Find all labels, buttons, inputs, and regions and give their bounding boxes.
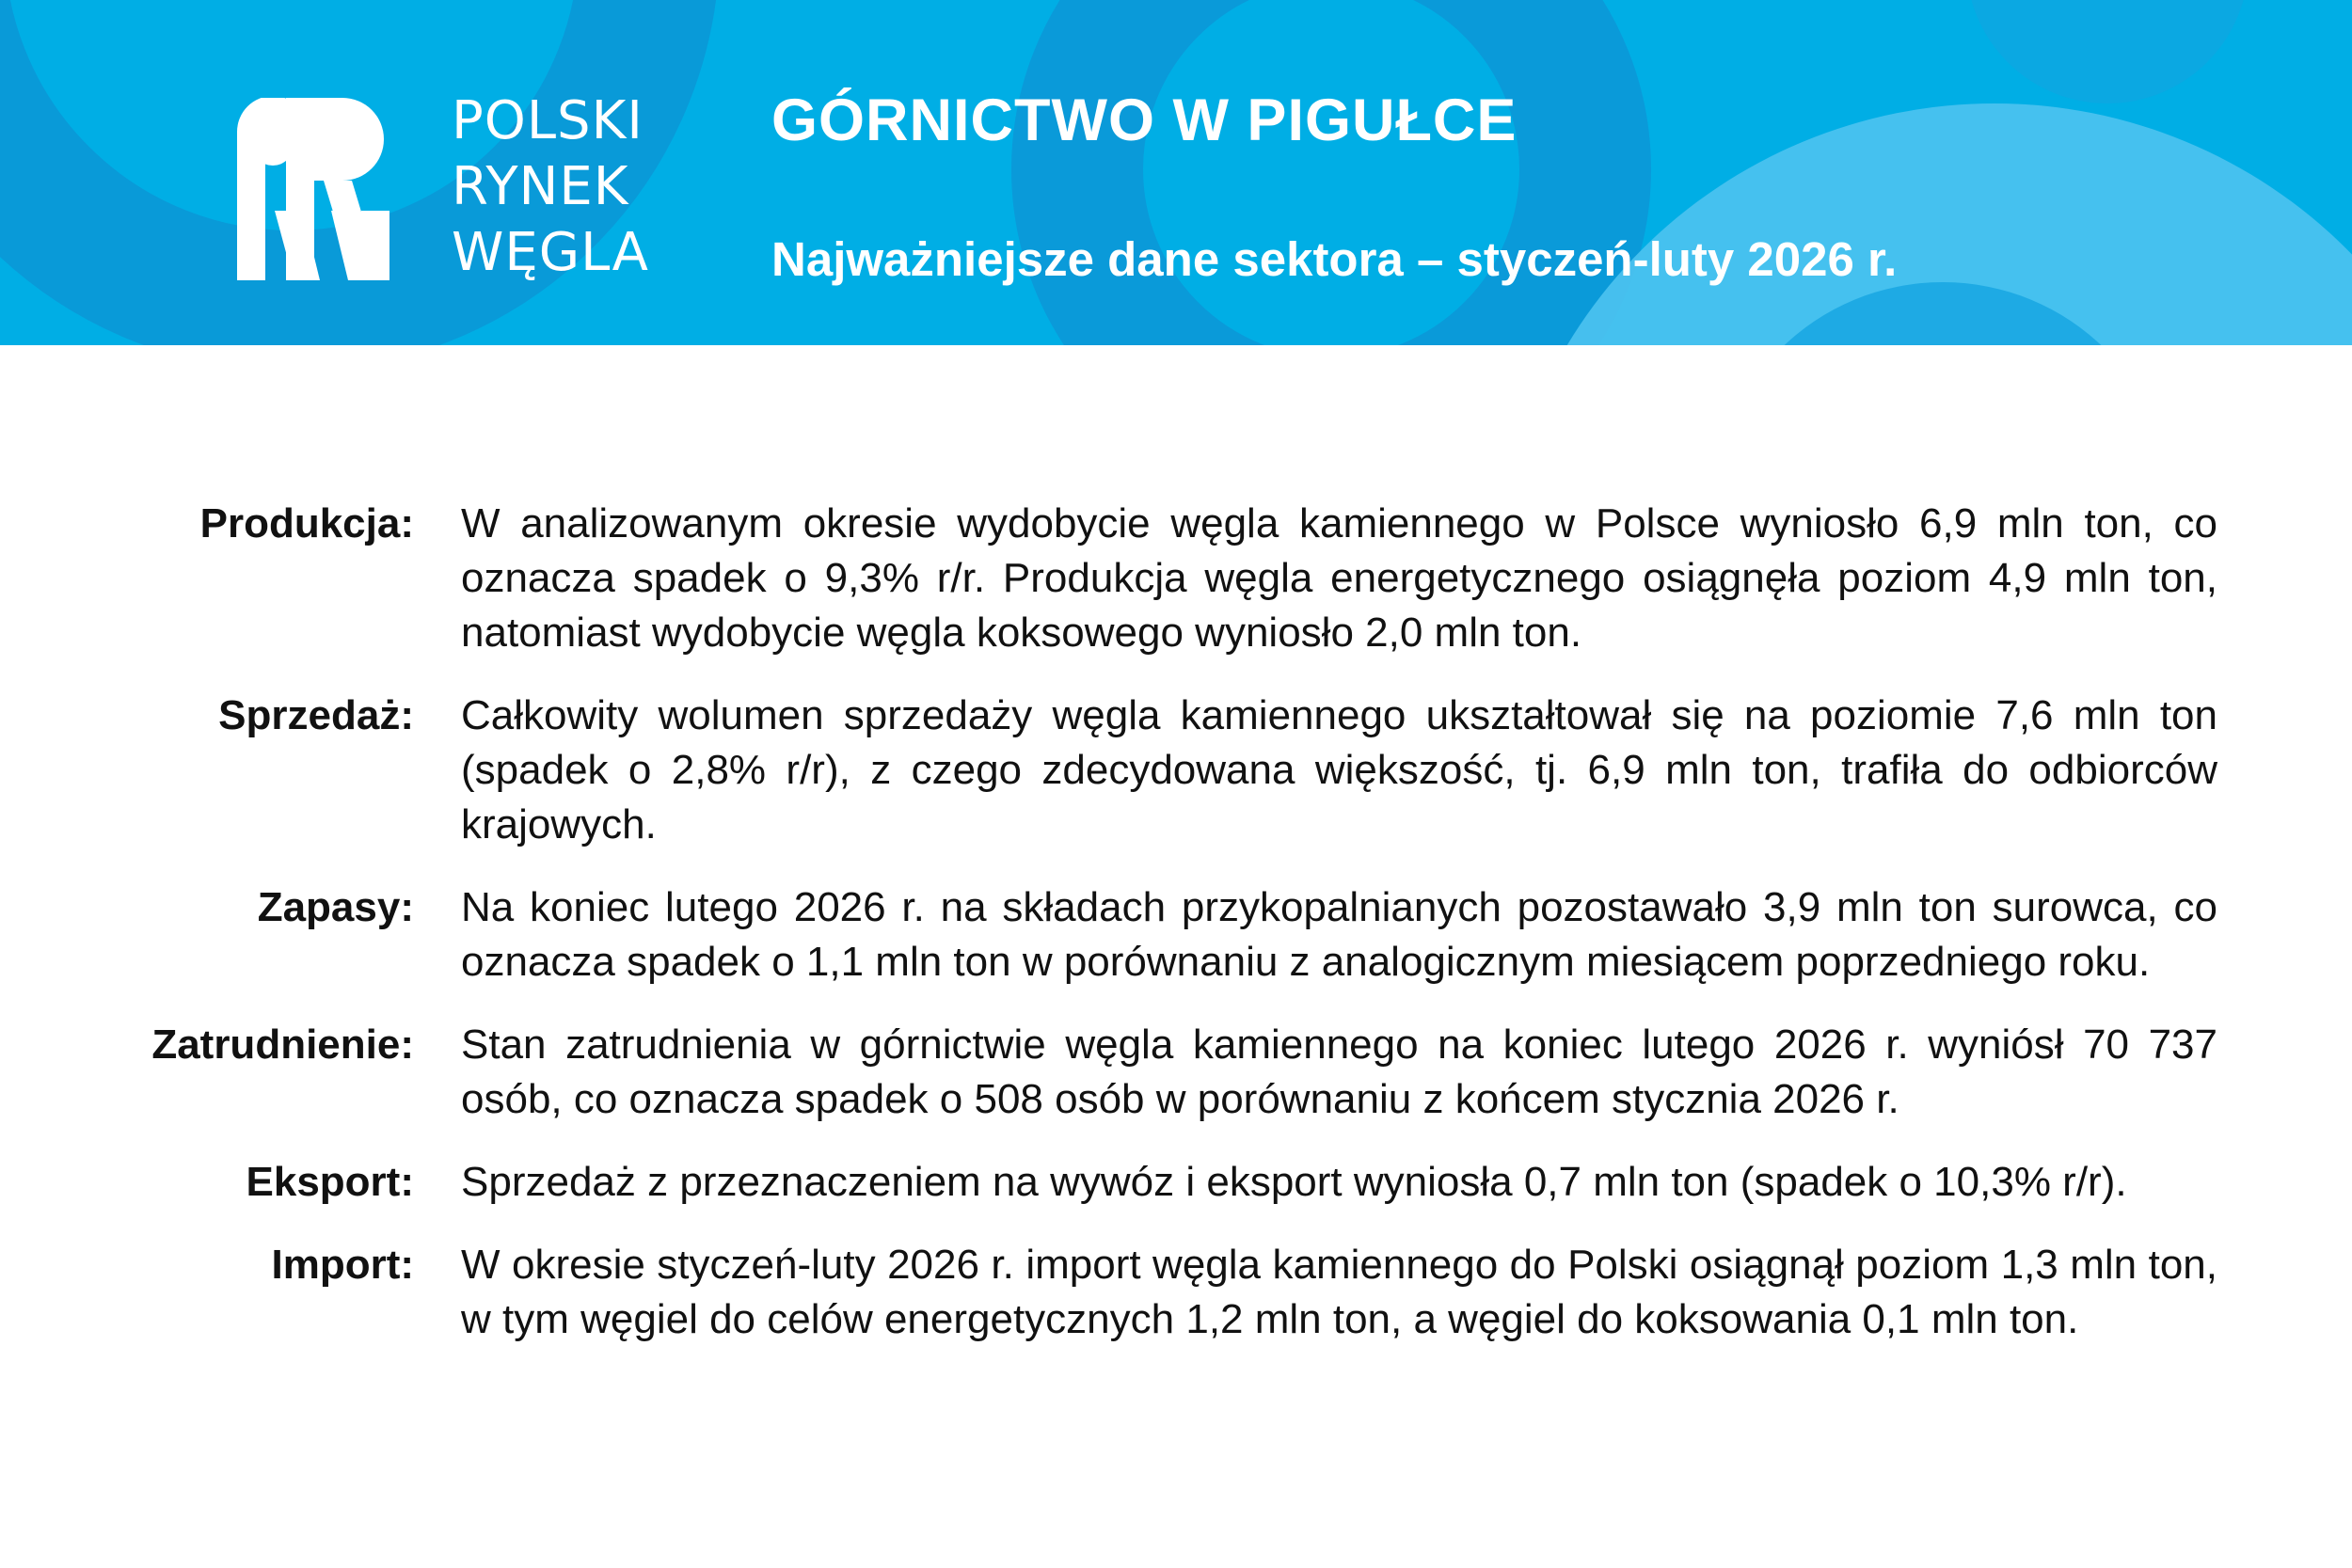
section-label: Import: [271, 1242, 414, 1288]
section-text: W okresie styczeń-luty 2026 r. import węgla kamiennego do Polski osiągnął poziom 1,3 mln ton, w tym węgiel do celów energetycznych 1,2 mln ton, a węgiel do koksowania 0,1 mln ton. [461, 1242, 2217, 1342]
section-label: Sprzedaż: [218, 692, 414, 738]
section-produkcja [0, 497, 2352, 660]
section-label: Produkcja: [199, 500, 414, 546]
section-text: Sprzedaż z przeznaczeniem na wywóz i eksport wyniosła 0,7 mln ton (spadek o 10,3% r/r). [461, 1159, 2127, 1205]
section-eksport [0, 1155, 2352, 1210]
sector-data-list [0, 497, 2352, 1375]
logo-line-rynek: RYNEK [452, 156, 629, 217]
prw-logo-icon [237, 98, 389, 280]
section-text: W analizowanym okresie wydobycie węgla kamiennego w Polsce wyniosło 6,9 mln ton, co oznacza spadek o 9,3% r/r. Produkcja węgla energetycznego osiągnęła poziom 4,9 mln ton, natomiast wydobycie węgla koksowego wyniosło 2,0 mln ton. [461, 500, 2217, 656]
section-label: Zapasy: [257, 884, 414, 930]
section-sprzedaz [0, 689, 2352, 852]
section-zatrudnienie [0, 1018, 2352, 1127]
logo-wordmark [452, 88, 649, 286]
section-zapasy [0, 880, 2352, 990]
page-title: GÓRNICTWO W PIGUŁCE [771, 87, 1518, 153]
header-banner [0, 0, 2352, 345]
section-label: Zatrudnienie: [151, 1022, 414, 1068]
section-text: Stan zatrudnienia w górnictwie węgla kamiennego na koniec lutego 2026 r. wyniósł 70 737 osób, co oznacza spadek o 508 osób w porównaniu z końcem stycznia 2026 r. [461, 1022, 2217, 1122]
logo-line-polski: POLSKI [452, 90, 644, 151]
logo-line-wegla: WĘGLA [452, 222, 649, 283]
section-text: Na koniec lutego 2026 r. na składach przykopalnianych pozostawało 3,9 mln ton surowca, co oznacza spadek o 1,1 mln ton w porównaniu z analogicznym miesiącem poprzedniego roku. [461, 884, 2217, 985]
section-label: Eksport: [246, 1159, 414, 1205]
section-import [0, 1238, 2352, 1347]
page-subtitle: Najważniejsze dane sektora – styczeń-luty 2026 r. [771, 232, 1898, 286]
section-text: Całkowity wolumen sprzedaży węgla kamiennego ukształtował się na poziomie 7,6 mln ton (spadek o 2,8% r/r), z czego zdecydowana większość, tj. 6,9 mln ton, trafiła do odbiorców krajowych. [461, 692, 2217, 847]
